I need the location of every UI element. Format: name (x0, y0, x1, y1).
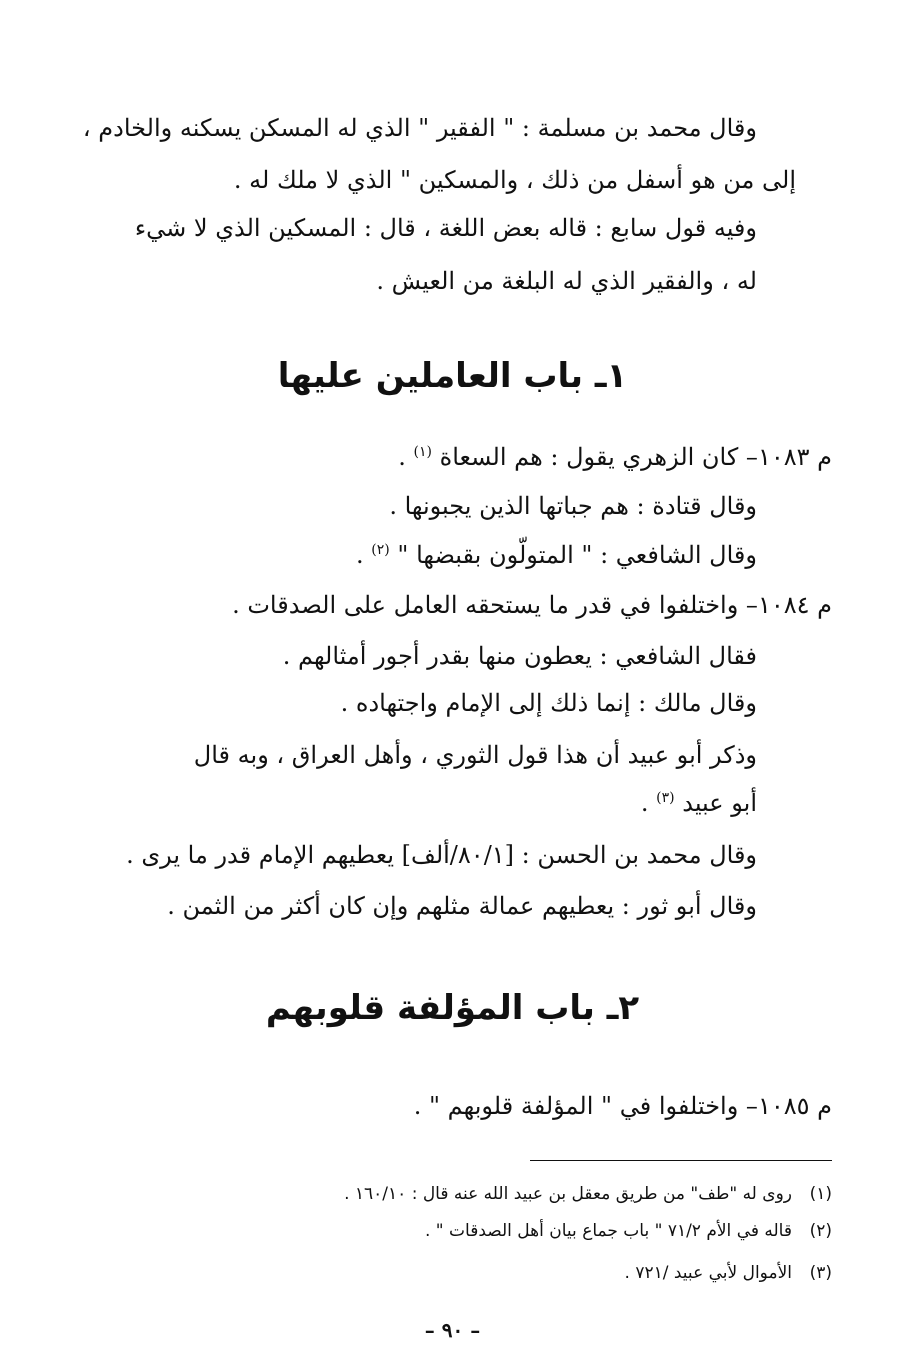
paragraph-1083-end: . (398, 443, 406, 471)
malik-line: وقال مالك : إنما ذلك إلى الإمام واجتهاده . (340, 689, 757, 717)
abu-thawr-line: وقال أبو ثور : يعطيهم عمالة مثلهم وإن كان أكثر من الثمن . (167, 892, 757, 920)
footnote-3-text: الأموال لأبي عبيد /٧٢١ . (624, 1263, 792, 1283)
footnote-2-number: (٢) (809, 1221, 832, 1241)
footnote-1-text: روى له "طف" من طريق معقل بن عبيد الله عنه قال : ١٦٠/١٠ . (344, 1184, 792, 1204)
paragraph-1083 (398, 440, 832, 474)
intro-line-4: له ، والفقير الذي له البلغة من العيش . (376, 267, 757, 295)
paragraph-1083-text: م ١٠٨٣– كان الزهري يقول : هم السعاة (439, 443, 832, 471)
footnote-separator (530, 1160, 832, 1161)
footnote-1 (344, 1181, 832, 1207)
footnote-ref-2: (٢) (371, 542, 390, 558)
section-heading-muallafa: ٢ـ باب المؤلفة قلوبهم (265, 988, 640, 1028)
footnote-1-number: (١) (809, 1184, 832, 1204)
footnote-2 (425, 1218, 832, 1244)
footnote-3-number: (٣) (809, 1263, 832, 1283)
shafii-line-2: فقال الشافعي : يعطون منها بقدر أجور أمثالهم . (282, 642, 757, 670)
intro-line-3: وفيه قول سابع : قاله بعض اللغة ، قال : المسكين الذي لا شيء (134, 214, 757, 242)
shafii-line-1-text: وقال الشافعي : " المتولّون بقبضها " (397, 541, 757, 569)
footnote-ref-1: (١) (413, 444, 433, 460)
footnote-ref-3: (٣) (656, 790, 675, 806)
footnote-2-text: قاله في الأم ٧١/٢ " باب جماع بيان أهل الصدقات " . (424, 1221, 792, 1241)
paragraph-1085: م ١٠٨٥– واختلفوا في " المؤلفة قلوبهم " . (413, 1092, 832, 1120)
hasan-line: وقال محمد بن الحسن : [٨٠/١/ألف] يعطيهم الإمام قدر ما يرى . (126, 841, 757, 869)
page-number: – ٩٠ – (424, 1318, 481, 1342)
paragraph-1084: م ١٠٨٤– واختلفوا في قدر ما يستحقه العامل على الصدقات . (232, 591, 832, 619)
intro-line-2: إلى من هو أسفل من ذلك ، والمسكين " الذي لا ملك له . (233, 166, 796, 194)
intro-line-1: وقال محمد بن مسلمة : " الفقير " الذي له المسكن يسكنه والخادم ، (82, 114, 757, 142)
shafii-line-1-end: . (356, 541, 364, 569)
footnote-3 (625, 1260, 832, 1286)
abu-ubaid-line-2 (641, 786, 757, 820)
qatada-line: وقال قتادة : هم جباتها الذين يجبونها . (389, 492, 757, 520)
shafii-line-1 (356, 538, 757, 572)
abu-ubaid-line-2-text: أبو عبيد (682, 789, 757, 817)
section-heading-amilin: ١ـ باب العاملين عليها (277, 356, 628, 396)
abu-ubaid-line-1: وذكر أبو عبيد أن هذا قول الثوري ، وأهل العراق ، وبه قال (193, 741, 757, 769)
abu-ubaid-line-2-end: . (640, 789, 649, 817)
